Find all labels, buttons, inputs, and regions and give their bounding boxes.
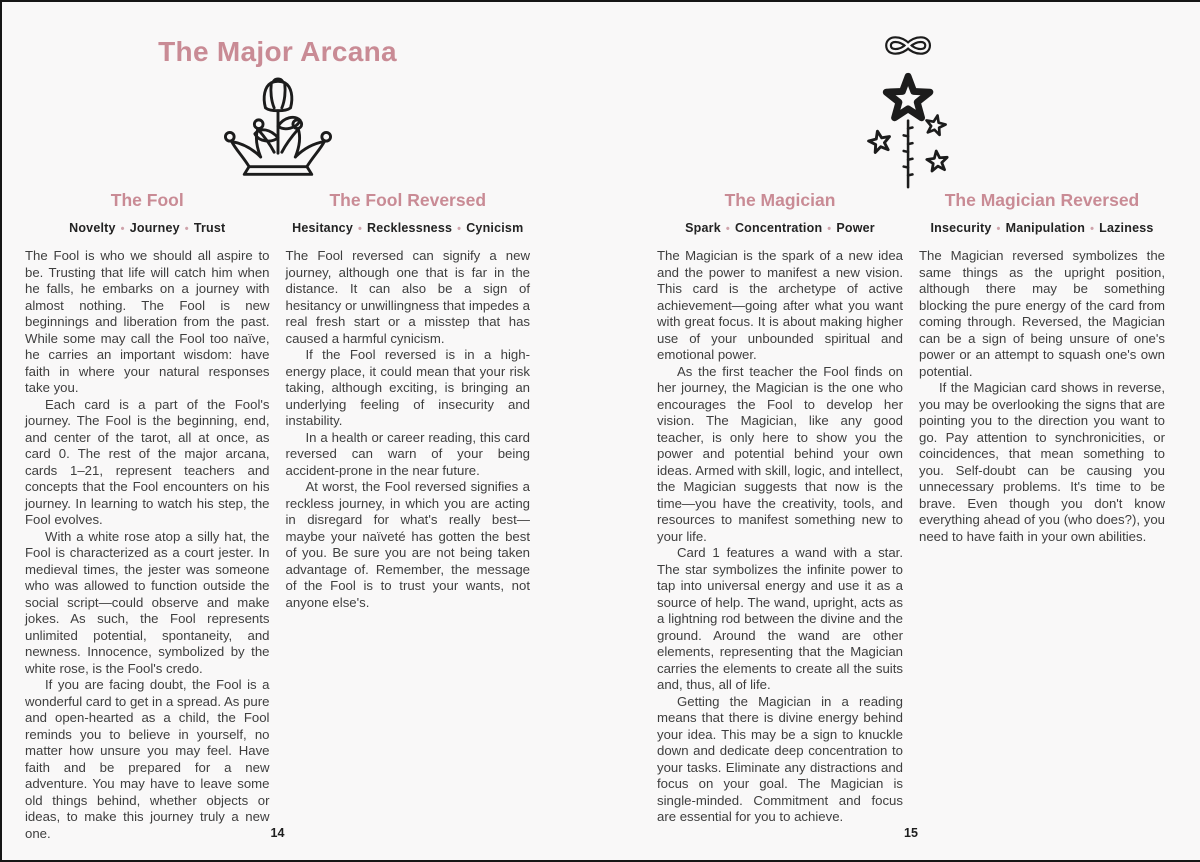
keyword-separator-dot: • [827, 223, 832, 235]
card-heading: The Fool Reversed [329, 190, 487, 210]
section-the-magician-reversed [919, 190, 1165, 860]
jester-crown-rose-illustration [25, 76, 530, 184]
magic-wand-icon [856, 26, 966, 190]
keyword: Hesitancy [292, 221, 353, 235]
page-number-left: 14 [270, 826, 285, 840]
card-heading: The Magician Reversed [944, 190, 1140, 210]
paragraph: Each card is a part of the Fool's journey. The Fool is the beginning, end, and center of the tarot, all at once, as card 0. The rest of the major arcana, cards 1–21, represent teachers and concepts that the Fool encounters on his journey. In learning to watch his step, the Fool evolves. [25, 396, 270, 527]
keyword: Laziness [1099, 221, 1154, 235]
paragraph: The Magician reversed symbolizes the same things as the upright position, although there may be something blocking the pure energy of the card from coming through. Reversed, the Magician can be a sign of being unsure of one's power or an attempt to squash one's own potential. [919, 248, 1165, 379]
paragraph: With a white rose atop a silly hat, the Fool is characterized as a court jester. In medieval times, the jester was someone who was allowed to function outside the social script—could observe and make jokes. As such, the Fool represents unlimited potential, spontaneity, and newness. Innocence, symbolized by the white rose, is the Fool's credo. [25, 528, 270, 676]
page-right [657, 2, 1165, 860]
card-heading: The Magician [724, 190, 836, 210]
keyword: Spark [685, 221, 721, 235]
keyword: Trust [193, 221, 226, 235]
keyword: Recklessness [367, 221, 453, 235]
card-heading: The Fool [110, 190, 184, 210]
left-page-columns [25, 190, 530, 860]
keywords-line [919, 221, 1165, 235]
paragraph: If you are facing doubt, the Fool is a wonderful card to get in a spread. As pure and open-hearted as a child, the Fool reminds you to believe in yourself, no matter how unsure you may feel. Have faith and be prepared for a new adventure. You may have to leave some old things behind, whether objects or ideas, to make this journey truly a new one. [25, 677, 270, 841]
infinity-icon [889, 40, 928, 52]
paragraph: If the Magician card shows in reverse, you may be overlooking the signs that are pointing you to the direction you want to go. Pay attention to synchronicities, or coincidences, that mean something to you. Self-doubt can be causing you unnecessary problems. It's time to be brave. Even though you don't know everything ahead of you (who does?), you need to have faith in your own abilities. [919, 380, 1165, 544]
section-the-magician [657, 190, 903, 860]
keywords-line [25, 221, 270, 235]
page-left [25, 2, 530, 860]
keyword: Power [836, 221, 875, 235]
card-body [25, 248, 270, 842]
keyword: Novelty [69, 221, 116, 235]
paragraph: Getting the Magician in a reading means that there is divine energy behind your idea. This may be a sign to knuckle down and dedicate deep concentration to your tasks. Eliminate any distractions and focus on your goal. The Magician is single-minded. Commitment and focus are essential for you to achieve. [657, 693, 903, 824]
keywords-line [286, 221, 531, 235]
section-the-fool-reversed [286, 190, 531, 860]
magic-wand-illustration [657, 26, 1165, 190]
paragraph: Card 1 features a wand with a star. The star symbolizes the infinite power to tap into universal energy and use it as a source of help. The wand, upright, acts as a lightning rod between the divine and the ground. Around the wand are other elements, representing that the Magician carries the elements to create all the suits and, thus, all of life. [657, 545, 903, 692]
card-body [919, 248, 1165, 545]
paragraph: The Magician is the spark of a new idea and the power to manifest a new vision. This card is the archetype of active achievement—going after what you want with great focus. It is about making higher use of your unbounded spiritual and emotional power. [657, 248, 903, 362]
card-body [286, 248, 531, 611]
keyword-separator-dot: • [357, 223, 363, 235]
page-number-right: 15 [904, 826, 918, 840]
jester-crown-rose-icon [220, 76, 336, 184]
paragraph: The Fool reversed can signify a new journey, although one that is far in the distance. It can also be a sign of hesitancy or unwillingness that impedes a real fresh start or a misstep that has caused a harmful cynicism. [285, 248, 530, 346]
keyword: Journey [129, 221, 180, 235]
paragraph: If the Fool reversed is in a high-energy place, it could mean that your risk taking, although exciting, is bringing an underlying feeling of insecurity and instability. [285, 347, 530, 428]
keyword-separator-dot: • [184, 223, 189, 235]
keyword-separator-dot: • [120, 223, 125, 235]
paragraph: In a health or career reading, this card reversed can warn of your being accident-prone in the near future. [285, 429, 530, 478]
keyword: Insecurity [930, 221, 992, 235]
keyword: Concentration [734, 221, 823, 235]
keywords-line [657, 221, 903, 235]
keyword-separator-dot: • [457, 223, 462, 235]
keyword-separator-dot: • [725, 223, 730, 235]
keyword: Cynicism [466, 221, 524, 235]
keyword-separator-dot: • [1090, 223, 1095, 235]
card-body [657, 248, 903, 826]
chapter-title: The Major Arcana [158, 36, 397, 67]
keyword-separator-dot: • [996, 223, 1001, 235]
section-the-fool [25, 190, 270, 860]
keyword: Manipulation [1005, 221, 1086, 235]
paragraph: As the first teacher the Fool finds on her journey, the Magician is the one who encourages the Fool to develop her vision. The Magician, like any good teacher, is only here to show you the power and potential behind your own ideas. Armed with skill, logic, and intellect, the Magician suggests that now is the time—you have the creativity, tools, and resources to manifest something new to your life. [657, 363, 903, 544]
paragraph: The Fool is who we should all aspire to be. Trusting that life will catch him when he falls, he embarks on a journey with almost nothing. The Fool is new beginnings and liberation from the past. While some may call the Fool too naïve, he carries an important wisdom: have faith in where your natural responses take you. [25, 248, 270, 395]
paragraph: At worst, the Fool reversed signifies a reckless journey, in which you are acting in disregard for what's really best—maybe your naïveté has gotten the best of you. Be sure you are not being taken advantage of. Remember, the message of the Fool is to trust your wants, not anyone else's. [285, 479, 530, 610]
right-page-columns [657, 190, 1165, 860]
